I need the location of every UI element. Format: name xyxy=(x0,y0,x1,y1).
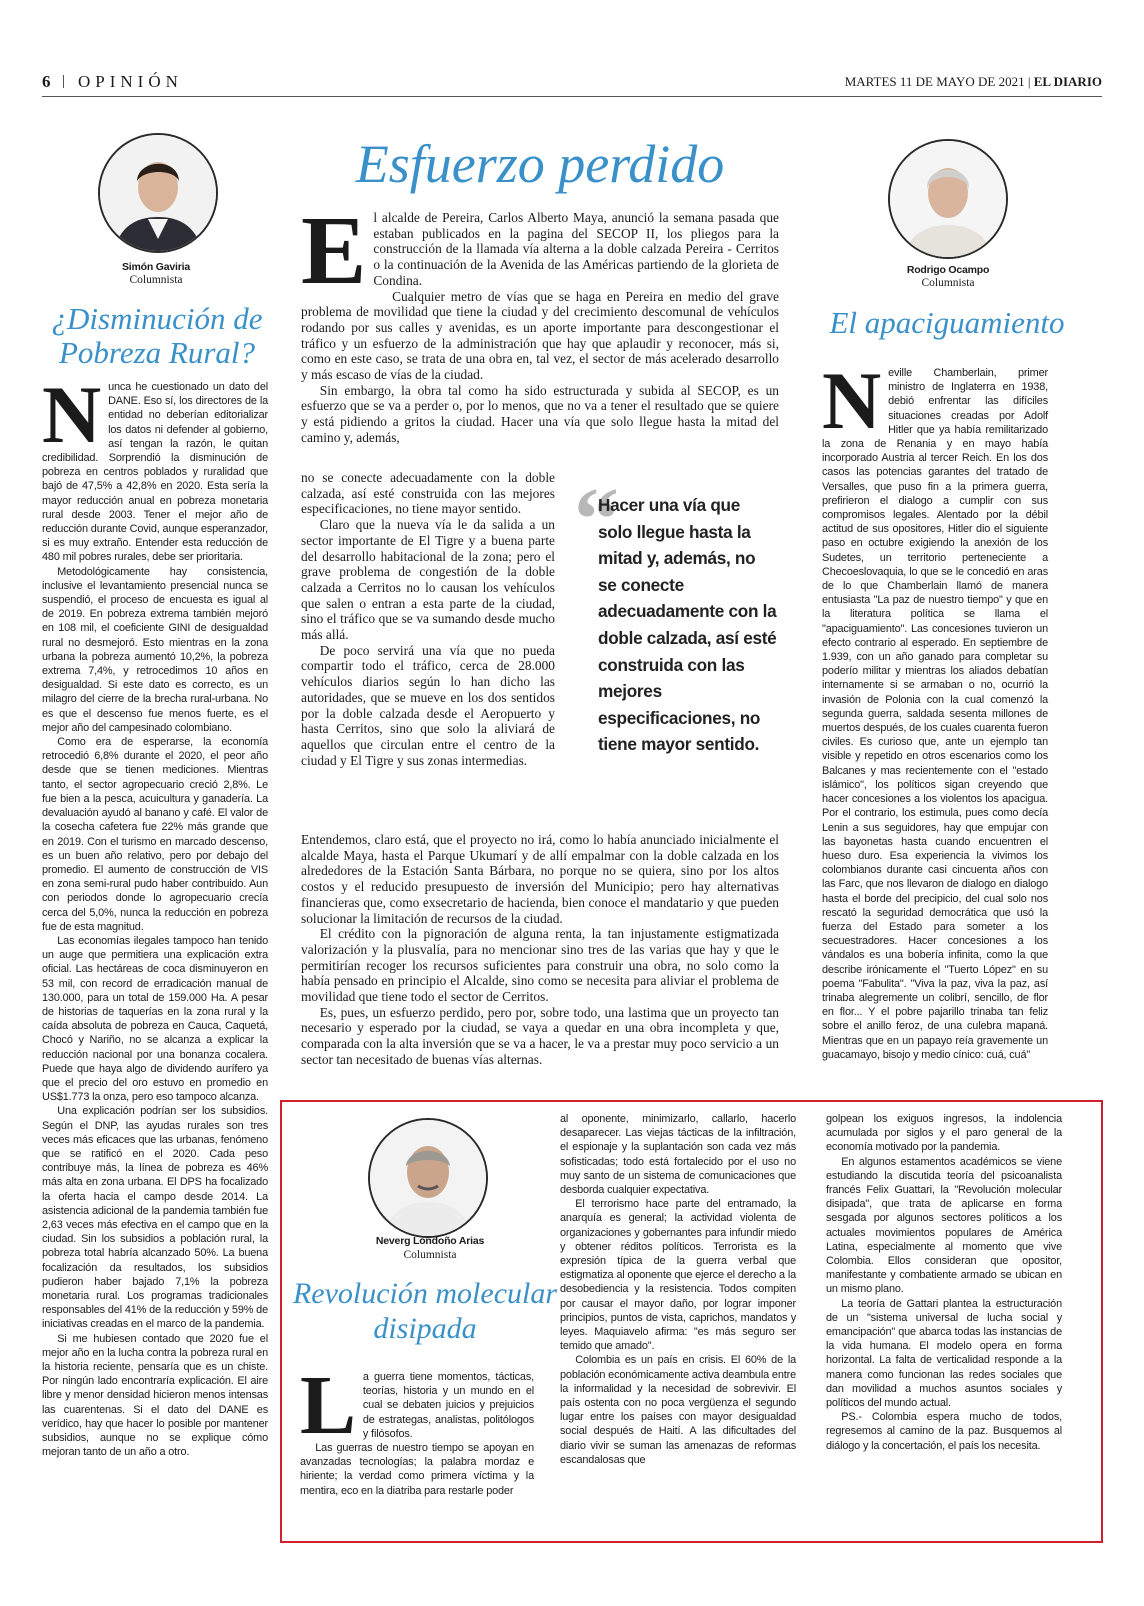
page-number: 6 xyxy=(42,72,51,91)
paragraph: El crédito con la pignoración de alguna renta, la tan injustamente estigmatizada valorización y la plusvalía, para no mencionar sino tres de las varias que hay y que le permitirían recoger los recursos suficientes para construir una obra, no solo como la había pensado en principio el Alcalde, sino como se necesita para aliviar el problema de movilidad que tiene todo el sector de Cerritos. xyxy=(301,926,779,1005)
paragraph: La teoría de Gattari plantea la estructuración de un "sistema universal de lucha social y emancipación" que abarca todas las instancias de la vida humana. El modelo opera en forma horizontal. La falta de verticalidad responde a la manera como funcionan las redes sociales que dan movilidad a muchos asuntos sociales y políticos del mundo actual. xyxy=(826,1297,1062,1410)
person-silhouette-icon xyxy=(370,1120,486,1236)
author-portrait-simon-gaviria xyxy=(98,133,218,253)
paragraph: Entendemos, claro está, que el proyecto no irá, como lo había anunciado inicialmente el alcalde Maya, hasta el Parque Ukumarí y de allí empalmar con la doble calzada en los alrededores de la Estación Santa Bárbara, no porque no se quiera, sino por los altos costos y el reducido presupuesto de inversión del Municipio; pero hay alternativas financieras que, como exsecretario de hacienda, bien conoce el mandatario y que pueden solucionar la limitación de recursos de la ciudad. xyxy=(301,832,779,926)
column-body-right xyxy=(822,355,1048,1062)
paragraph: Cualquier metro de vías que se haga en Pereira en medio del grave problema de movilidad que tiene la ciudad y del crecimiento descomunal de vehículos rodando por sus calles y avenidas, es un aporte importante para descongestionar el tráfico y un esfuerzo de la administración que hay que aplaudir y reconocer, más si, como en este caso, se trata de una obra en, tal vez, el sector de más acelerado desarrollo y más escaso de vías de la ciudad. xyxy=(301,288,779,383)
editorial-body-narrow xyxy=(301,470,555,768)
paragraph: golpean los exiguos ingresos, la indolencia acumulada por siglos y el paro general de la economía motivado por la pandemia. xyxy=(826,1113,1062,1154)
paragraph: Las economías ilegales tampoco han tenido un auge que permitiera una explicación extra oficial. Las hectáreas de coca disminuyeron en 53 mil, con record de erradicación manual de 130.000, para un total de 159.000 Ha. A pesar de historias de taquerías en la zona rural y la caída absoluta de pobreza en Cauca, Caquetá, Chocó y Nariño, no se alcanza a explicar la reducción nacional por una bonanza cocalera. Puede que haya algo de dividendo aurífero ya que el precio del oro estuvo en promedio en US$1.773 la onza, pero eso tampoco alcanza. xyxy=(42,934,268,1104)
dropcap: N xyxy=(42,369,102,460)
editorial-title: Esfuerzo perdido xyxy=(355,134,725,194)
person-silhouette-icon xyxy=(100,135,216,251)
header-dateline xyxy=(845,74,1102,90)
column-body-bottom-2 xyxy=(560,1112,796,1467)
editorial-body-top xyxy=(301,197,779,446)
author-role: Columnista xyxy=(921,277,975,289)
paragraph: l alcalde de Pereira, Carlos Alberto Maya, anunció la semana pasada que estaban publicados en la pagina del SECOP II, los pliegos para la construcción de la llamada vía alterna a la doble calzada Pereira - Cerritos o la continuación de la Avenida de las Américas partiendo de la glorieta de Condina. xyxy=(373,210,779,288)
paragraph: PS.- Colombia espera mucho de todos, regresemos al camino de la paz. Busquemos al diálogo y la concertación, el país los necesita. xyxy=(826,1411,1062,1452)
paragraph: Claro que la nueva vía le da salida a un sector importante de El Tigre y a buena parte del desarrollo habitacional de la zona; pero el grave problema de congestión de la doble calzada a Cerritos no lo causan los vehículos que salen o entran a esta parte de la ciudad, sino el tráfico que se va sumando desde mucho más allá. xyxy=(301,517,555,643)
author-name: Rodrigo Ocampo xyxy=(906,264,990,276)
author-role: Columnista xyxy=(403,1249,457,1261)
paragraph: Colombia es un país en crisis. El 60% de la población económicamente activa deambula entre la informalidad y la necesidad de sobrevivir. El país ostenta con no poca vergüenza el segundo lugar entre los países con mayor desigualdad social después de Haití. A las dificultades del diario vivir se suman las amenazas de reformas escandalosas que xyxy=(560,1354,796,1466)
author-role: Columnista xyxy=(129,274,183,286)
paragraph: Como era de esperarse, la economía retrocedió 6,8% durante el 2020, el peor año desde que se tienen mediciones. Mientras tanto, el sector agropecuario creció 2,8%. Le fue bien a la pesca, acuicultura y ganadería. La devaluación ayudó al banano y café. El valor de la cosecha cafetera fue 22% más grande que en 2019. Con el turismo en marcado descenso, es un buen año relativo, pero por debajo del promedio. El aumento de construcción de VIS en zona semi-rural pudo haber contribuido. Aun con periodos donde lo agropecuario crecía cerca del 5,0%, nunca la reducción en pobreza fue de esta magnitud. xyxy=(42,736,268,933)
paragraph: no se conecte adecuadamente con la doble calzada, así esté construida con las mejores especificaciones, no tiene mayor sentido. xyxy=(301,470,555,517)
paragraph: El terrorismo hace parte del entramado, la anarquía es general; la actividad violenta de organizaciones y gobernantes para infundir miedo y obtener réditos políticos. Terrorista es la expresión típica de la guerra verbal que estigmatiza al oponente que ejerce el derecho a la desobediencia y la resistencia. Todos compiten por causar el mayor daño, por lograr imponer principios, puntos de vista, caprichos, mandatos y leyes. Maquiavelo afirma: "es más seguro ser temido que amado". xyxy=(560,1198,796,1353)
dropcap: L xyxy=(300,1359,356,1452)
paragraph: al oponente, minimizarlo, callarlo, hacerlo desaparecer. Las viejas tácticas de la infiltración, el espionaje y la suplantación son cada vez más sofisticadas; todo está fortalecido por el uso no muy santo de un sistema de comunicaciones que desborda cualquier expectativa. xyxy=(560,1113,796,1197)
author-portrait-neverg-londono xyxy=(368,1118,488,1238)
page-header xyxy=(42,70,1102,96)
paragraph: eville Chamberlain, primer ministro de Inglaterra en 1938, debió enfrentar las difíciles situaciones creadas por Adolf Hitler que ya había remilitarizado la zona de Renania y en mayo había incorporado Austria al tercer Reich. En los dos casos las potencias garantes del tratado de Versalles, que puso fin a la primera guerra, prefirieron el dialogo a cumplir con sus compromisos legales. Alentado por la débil actitud de sus opositores, Hitler dio el siguiente paso en octubre exigiendo la anexión de los Sudetes, un territorio perteneciente a Checoeslovaquia, lo que se le concedió en aras de lo que Chamberlain llamó de manera entusiasta "La paz de nuestro tiempo" y que en la literatura política se llama el "apaciguamiento". Las concesiones tuvieron un efecto contrario al esperado. En septiembre de 1.939, con un año ganado para completar su poderío militar y mientras los aliados debatían internamente si se armaban o no, ocurrió la invasión de Polonia con la cual comenzó la segunda guerra, saldada sesenta millones de muertos después, de los cuales cuarenta fueron civiles. Es curioso que, ante un ejemplo tan visible y repetido en otros escenarios como los Balcanes y mas recientemente con el "estado islámico", los políticos sigan creyendo que hacer concesiones a los violentos los apacigua. Por el contrario, los estimula, pues como decía Lenin a sus seguidores, hay que empujar con las bayonetas hasta cuando encuentren el hueso duro. Esa experiencia la vivimos los colombianos durante casi cincuenta años con las Farc, que nos llevaron de dialogo en dialogo hasta el borde del precipicio, del cual solo nos rescató la seguridad democrática que usó la fuerza del Estado para someter a los secuestradores. Hacer concesiones a los vándalos es una bobería infinita, como la que describe irónicamente el "Tuerto López" en su poema "Fabulita". "Viva la paz, viva la paz, así trinaba alegremente un colibrí, sencillo, de flor en flor... Y el pobre pajarillo trinaba tan feliz sobre el anillo feroz, de una culebra mapaná. Mientras que en un papayo reía gravemente un guacamayo, bisojo y medio cínico: cuá, cuá" xyxy=(822,367,1048,1061)
column-body-bottom-1 xyxy=(300,1359,534,1498)
pull-quote-mark-icon: “ xyxy=(574,470,619,569)
column-title: ¿Disminución de Pobreza Rural? xyxy=(51,301,263,370)
person-silhouette-icon xyxy=(890,141,1006,257)
paragraph: a guerra tiene momentos, tácticas, teorías, historia y un mundo en el cual se debaten juicios y prejuicios de estrategas, analistas, politólogos y filósofos. xyxy=(362,1371,534,1440)
header-rule xyxy=(42,96,1102,97)
column-body-left xyxy=(42,369,268,1459)
author-name: Neverg Londoño Arias xyxy=(375,1235,485,1247)
paragraph: Si me hubiesen contado que 2020 fue el mejor año en la lucha contra la pobreza rural en la historia reciente, pensaría que es un chiste. Por ningún lado encontraría explicación. El aire libre y menor densidad hicieron menos intensas las cuarentenas. Si el dato del DANE es verídico, hay que hacer lo posible por mantener subsidios, aunque no se explique cómo mejoran tanto de un año a otro. xyxy=(42,1332,268,1459)
column-title: Revolución molecular disipada xyxy=(292,1277,558,1345)
editorial-body-bottom xyxy=(301,832,779,1068)
dropcap: N xyxy=(822,355,882,446)
header-separator: | xyxy=(62,73,66,89)
issue-date: MARTES 11 DE MAYO DE 2021 xyxy=(844,74,1025,89)
dropcap: E xyxy=(301,197,367,305)
paragraph: unca he cuestionado un dato del DANE. Eso sí, los directores de la entidad no deberían editorializar los datos ni defender al gobierno, así tengan la razón, le quitan credibilidad. Sorprendió la disminución de pobreza en centros poblados y ruralidad que bajó de 47,5% a 42,8% en 2020. Esta sería la mayor reducción anual en pobreza monetaria rural desde 2003. Tener el mejor año de reducción durante Covid, aunque esperanzador, si es muy extraño. Entender esta reducción de 480 mil pobres rurales, debe ser prioritaria. xyxy=(42,381,268,564)
section-title: OPINIÓN xyxy=(78,72,183,91)
paragraph: Metodológicamente hay consistencia, inclusive el levantamiento presencial nunca se suspendió, el proceso de encuesta es igual al de 2019. En pobreza extrema también mejoró en 108 mil, el coeficiente GINI de desigualdad rural no desmejoró. Esto mientras en la zona urbana la pobreza aumentó 10,2%, la pobreza extrema 7,4%, y retrocedimos 10 años en desigualdad. Si este dato es correcto, es un milagro del cierre de la brecha rural-urbana. No es que el descenso fue menos fuerte, es el mejor año del campesinado colombiano. xyxy=(42,565,268,734)
header-separator: | xyxy=(1027,74,1034,89)
author-name: Simón Gaviria xyxy=(121,261,190,273)
newspaper-name: EL DIARIO xyxy=(1033,74,1102,89)
paragraph: En algunos estamentos académicos se viene estudiando la discutida teoría del psicoanalista francés Felix Guattari, la "Revolución molecular disipada", que trata de aplicarse en forma sesgada por algunos sectores políticos a los actuales movimientos populares de América Latina, especialmente al momento que vive Colombia. Ellos consideran que opositor, manifestante y combatiente armado se ubican en un mismo plano. xyxy=(826,1155,1062,1296)
paragraph: Sin embargo, la obra tal como ha sido estructurada y subida al SECOP, es un esfuerzo que se va a perder o, por lo menos, que no va a tener el resultado que se quiere y está pidiendo a gritos la ciudad. Hacer una vía que solo llegue hasta la mitad del camino y, además, xyxy=(301,382,779,445)
paragraph: Una explicación podrían ser los subsidios. Según el DNP, las ayudas rurales son tres veces más eficaces que las urbanas, fenómeno que se ratificó en el 2020. Cada peso contribuye más, la línea de pobreza es 46% más alta en zona urbana. El DPS ha focalizado la oferta hacia el campo desde 2014. La asistencia adicional de la pandemia también fue 2,63 veces más efectiva en el campo que en la ciudad. Sin los subsidios a población rural, la pobreza total habría alcanzado 50%. La buena focalización da resultados, los subsidios pudieron haber bajado 7,1% la pobreza monetaria rural. Los programas tradicionales responsables del 41% de la reducción y 59% de iniciativas creadas en el marco de la pandemia. xyxy=(42,1105,268,1331)
paragraph: De poco servirá una vía que no pueda compartir todo el tráfico, cerca de 28.000 vehículos diarios según lo han dicho las autoridades, que se mueve en los dos sentidos por la doble calzada desde el Aeropuerto y hasta Cerritos, sino que solo la aliviará de aquellos que circulan entre el centro de la ciudad y El Tigre y sus zonas intermedias. xyxy=(301,642,555,768)
paragraph: Las guerras de nuestro tiempo se apoyan en avanzadas tecnologías; la palabra mordaz e hiriente; la verdad como primera víctima y la mentira, eco en la diatriba para restarle poder xyxy=(300,1442,534,1497)
pull-quote: Hacer una vía que solo llegue hasta la mitad y, además, no se conecte adecuadamente con la doble calzada, así esté construida con las mejores especificaciones, no tiene mayor sentido. xyxy=(598,495,777,755)
author-portrait-rodrigo-ocampo xyxy=(888,139,1008,259)
column-body-bottom-3 xyxy=(826,1112,1062,1453)
column-title: El apaciguamiento xyxy=(829,305,1065,340)
paragraph: Es, pues, un esfuerzo perdido, pero por, sobre todo, una lastima que un proyecto tan necesario y esperado por la ciudad, se vaya a quedar en una obra incompleta y que, comparada con la alta inversión que se va a hacer, le va a prestar muy poco servicio a un sector tan necesitado de buenas vías alternas. xyxy=(301,1004,779,1067)
